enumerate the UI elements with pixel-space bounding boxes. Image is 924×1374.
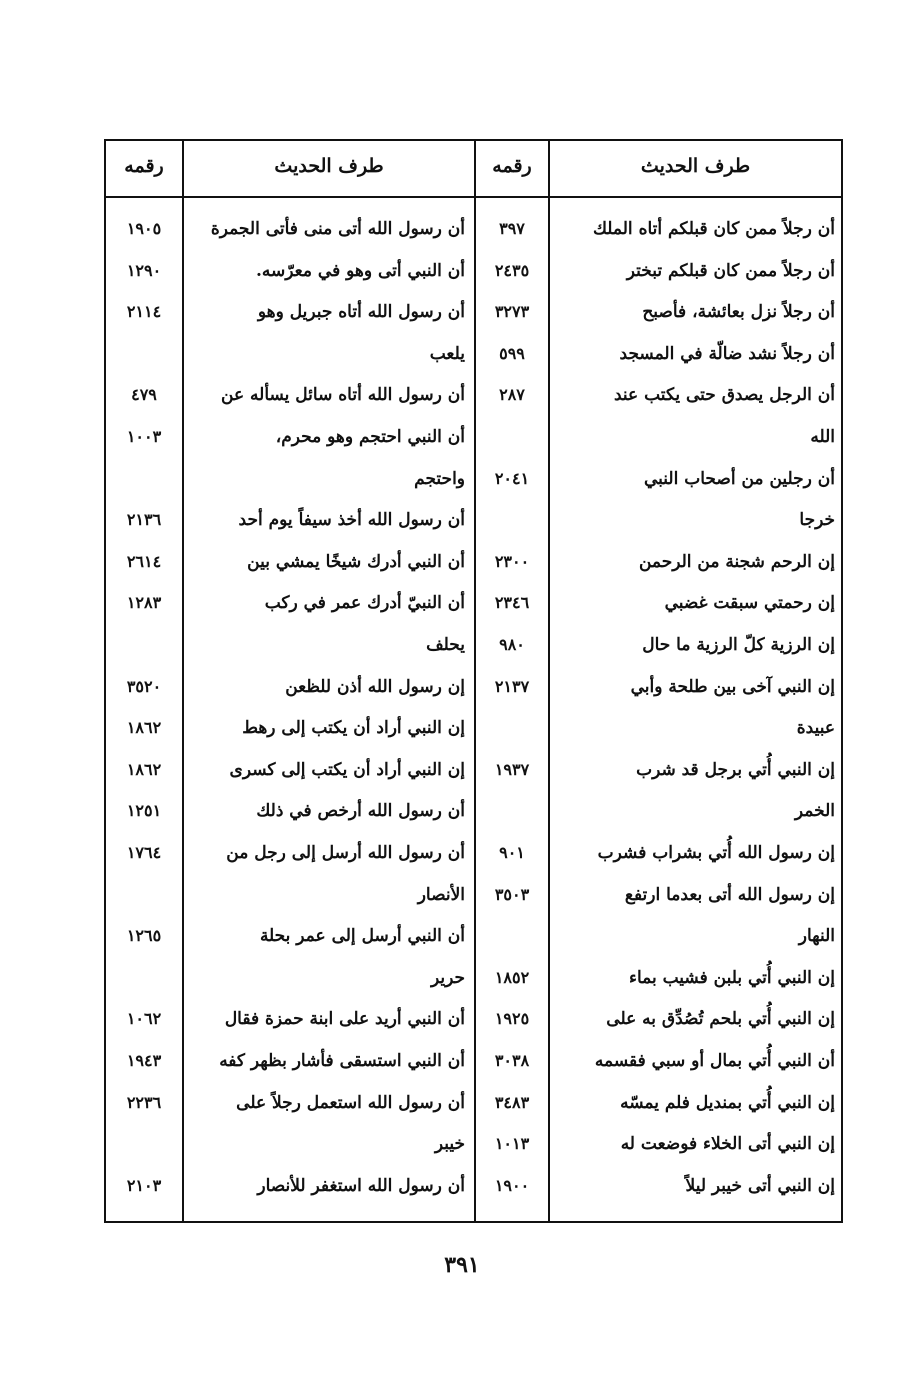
column-divider xyxy=(474,139,476,1223)
hadith-entry-text: عبيدة xyxy=(796,718,835,739)
hadith-number: ١٩٠٥ xyxy=(126,219,162,238)
hadith-entry-text: أن رجلاً ممن كان قبلكم أتاه الملك xyxy=(592,219,835,239)
header-hadith-right: طرف الحديث xyxy=(640,155,751,177)
hadith-entry-text: أن رسول الله أتاه سائل يسأله عن xyxy=(221,385,465,406)
hadith-entry-text: إن النبي أتى الخلاء فوضعت له xyxy=(620,1134,835,1155)
hadith-number: ١٢٩٠ xyxy=(126,260,162,280)
hadith-number: ١٠٦٢ xyxy=(126,1009,162,1029)
hadith-number: ٢٦١٤ xyxy=(126,551,162,571)
hadith-number: ٣٤٨٣ xyxy=(494,1092,530,1112)
hadith-entry-text: خرجا xyxy=(799,510,835,531)
hadith-entry-text: إن رحمتي سبقت غضبي xyxy=(664,593,835,614)
hadith-number: ٢١٣٦ xyxy=(126,510,162,530)
hadith-entry-text: إن رسول الله أذن للظعن xyxy=(285,676,465,697)
hadith-number: ٩٨٠ xyxy=(499,635,525,654)
hadith-number: ١٩٢٥ xyxy=(494,1009,530,1029)
hadith-entry-text: واحتجم xyxy=(414,468,465,489)
hadith-entry-text: أن النبيّ أدرك عمر في ركب xyxy=(264,593,465,614)
hadith-entry-text: النهار xyxy=(798,926,835,947)
hadith-number: ١٩٠٠ xyxy=(494,1175,530,1195)
hadith-number: ٣٩٧ xyxy=(499,219,525,238)
hadith-entry-text: أن رجلاً نشد ضالّة في المسجد xyxy=(619,343,835,364)
hadith-entry-text: الله xyxy=(810,427,835,447)
hadith-entry-text: إن النبي أُتي بلحم تُصُدِّق به على xyxy=(606,1009,835,1030)
hadith-entry-text: إن رسول الله أتى بعدما ارتفع xyxy=(624,884,835,905)
hadith-entry-text: أن النبي أُتي بمال أو سبي فقسمه xyxy=(594,1051,835,1071)
hadith-number: ٣٥٢٠ xyxy=(126,676,162,696)
hadith-entry-text: إن النبي أُتي برجل قد شرب xyxy=(636,759,835,780)
hadith-entry-text: أن رسول الله أتاه جبريل وهو xyxy=(257,302,465,323)
hadith-entry-text: أن الرجل يصدق حتى يكتب عند xyxy=(614,385,835,406)
hadith-entry-text: أن رجلاً نزل بعائشة، فأصبح xyxy=(642,302,835,323)
hadith-entry-text: أن النبي أرسل إلى عمر بحلة xyxy=(259,926,465,947)
hadith-number: ٥٩٩ xyxy=(499,343,525,363)
header-hadith-left: طرف الحديث xyxy=(274,155,384,177)
hadith-entry-text: أن النبي أدرك شيخًا يمشي بين xyxy=(247,551,465,572)
hadith-number: ١٧٦٤ xyxy=(126,843,162,862)
hadith-entry-text: إن النبي أتى خيبر ليلاً xyxy=(685,1175,835,1196)
hadith-number: ٣٢٧٣ xyxy=(494,302,530,322)
hadith-number: ١٢٨٣ xyxy=(126,593,162,613)
hadith-entry-text: إن النبي أُتي بلبن فشيب بماء xyxy=(628,967,835,988)
hadith-number: ٤٧٩ xyxy=(131,385,157,405)
hadith-entry-text: أن النبي أريد على ابنة حمزة فقال xyxy=(224,1009,465,1030)
hadith-entry-text: أن رسول الله أرسل إلى رجل من xyxy=(226,843,465,863)
hadith-number: ١٨٥٢ xyxy=(494,967,530,987)
hadith-entry-text: أن رسول الله أتى منى فأتى الجمرة xyxy=(210,219,465,239)
hadith-number: ٢١٣٧ xyxy=(494,676,530,696)
column-divider xyxy=(548,139,550,1223)
hadith-number: ١٠٠٣ xyxy=(126,427,162,446)
hadith-number: ٣٠٣٨ xyxy=(494,1051,530,1070)
hadith-entry-text: أن النبي استسقى فأشار بظهر كفه xyxy=(219,1051,465,1071)
hadith-entry-text: إن الرحم شجنة من الرحمن xyxy=(638,551,835,572)
hadith-number: ٢٣٤٦ xyxy=(494,593,530,613)
hadith-entry-text: إن النبي آخى بين طلحة وأبي xyxy=(630,676,835,697)
hadith-entry-text: أن رسول الله استغفر للأنصار xyxy=(257,1175,465,1196)
header-number-left: رقمه xyxy=(124,155,164,177)
hadith-entry-text: أن رجلين من أصحاب النبي xyxy=(644,468,835,489)
hadith-entry-text: الخمر xyxy=(794,801,835,822)
hadith-entry-text: أن رسول الله أرخص في ذلك xyxy=(256,801,465,822)
hadith-entry-text: حرير xyxy=(431,967,465,988)
hadith-entry-text: إن النبي أراد أن يكتب إلى كسرى xyxy=(229,759,465,780)
hadith-number: ١٩٤٣ xyxy=(126,1051,162,1070)
hadith-number: ١٠١٣ xyxy=(494,1134,530,1154)
hadith-entry-text: يلعب xyxy=(429,343,465,364)
page-number: ٣٩١ xyxy=(444,1252,480,1278)
hadith-entry-text: أن رجلاً ممن كان قبلكم تبختر xyxy=(626,260,835,281)
hadith-entry-text: إن رسول الله أُتي بشراب فشرب xyxy=(597,843,835,863)
hadith-number: ٢٨٧ xyxy=(499,385,525,405)
hadith-number: ١٢٦٥ xyxy=(126,926,162,946)
hadith-entry-text: الأنصار xyxy=(417,884,465,905)
hadith-entry-text: إن النبي أُتي بمنديل فلم يمسّه xyxy=(620,1092,835,1113)
hadith-number: ٣٥٠٣ xyxy=(494,884,530,904)
hadith-number: ٢٣٠٠ xyxy=(494,551,530,571)
hadith-entry-text: إن النبي أراد أن يكتب إلى رهط xyxy=(242,718,465,739)
header-divider xyxy=(104,196,843,198)
hadith-number: ١٩٣٧ xyxy=(494,759,530,779)
hadith-number: ٢٢٣٦ xyxy=(126,1092,162,1112)
hadith-entry-text: أن رسول الله استعمل رجلاً على xyxy=(236,1092,465,1113)
header-number-right: رقمه xyxy=(492,155,532,177)
column-divider xyxy=(182,139,184,1223)
hadith-entry-text: خيبر xyxy=(434,1134,465,1155)
hadith-entry-text: أن النبي احتجم وهو محرم، xyxy=(275,427,465,447)
hadith-number: ٢٠٤١ xyxy=(494,468,530,488)
hadith-number: ٢١١٤ xyxy=(126,302,162,322)
hadith-number: ٩٠١ xyxy=(499,843,525,862)
hadith-entry-text: إن الرزية كلّ الرزية ما حال xyxy=(642,635,835,655)
hadith-entry-text: أن النبي أتى وهو في معرّسه. xyxy=(256,260,465,281)
hadith-number: ١٢٥١ xyxy=(126,801,162,821)
hadith-number: ١٨٦٢ xyxy=(126,759,162,779)
hadith-number: ٢١٠٣ xyxy=(126,1175,162,1195)
hadith-number: ٢٤٣٥ xyxy=(494,260,530,280)
hadith-number: ١٨٦٢ xyxy=(126,718,162,738)
hadith-entry-text: أن رسول الله أخذ سيفاً يوم أحد xyxy=(238,510,465,531)
hadith-entry-text: يحلف xyxy=(426,635,465,655)
